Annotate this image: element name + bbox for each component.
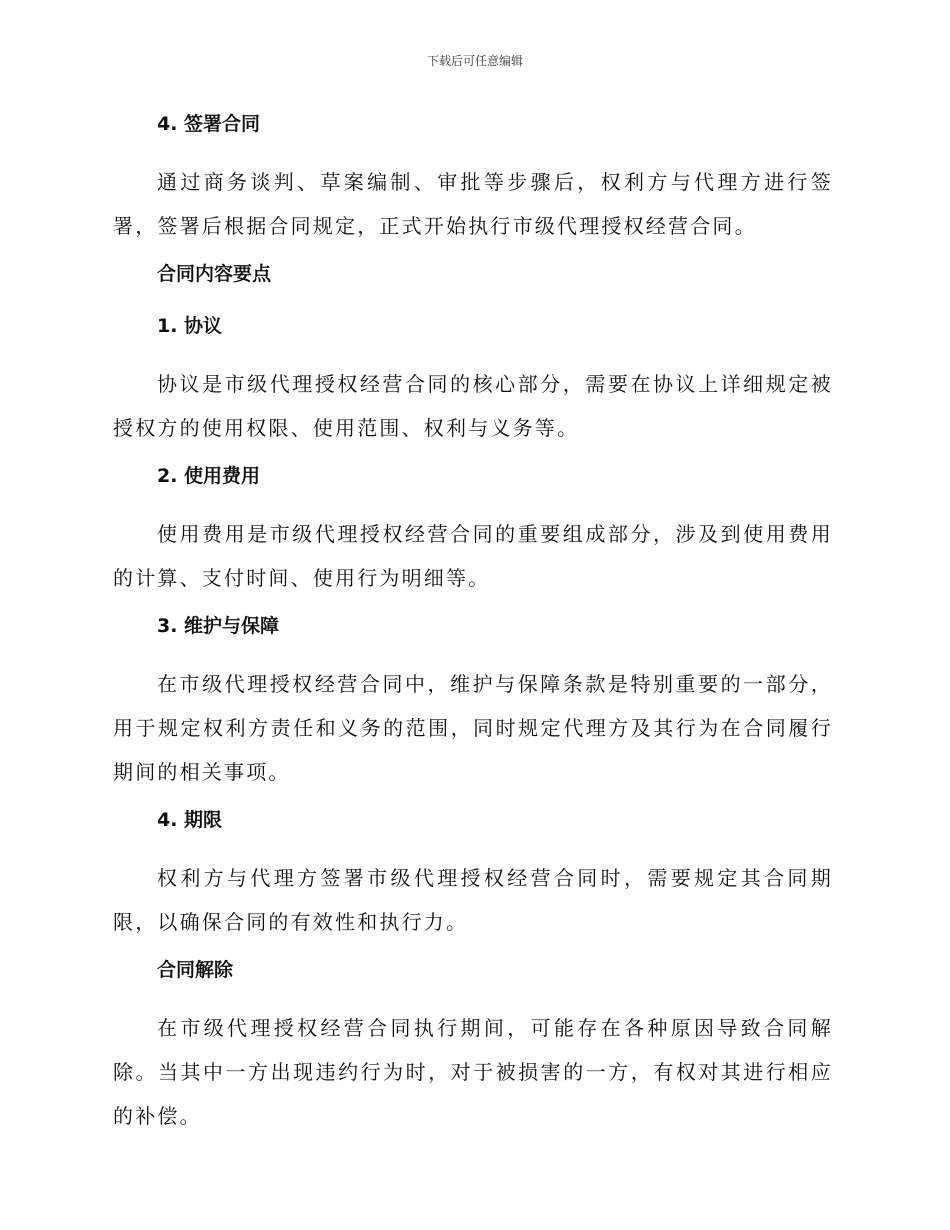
section-heading-contract-points: 合同内容要点	[157, 263, 272, 285]
paragraph-termination: 在市级代理授权经营合同执行期间，可能存在各种原因导致合同解除。当其中一方出现违约行为时，对于被损害的一方，有权对其进行相应的补偿。	[113, 1016, 833, 1128]
section-heading-sign-contract: 4. 签署合同	[157, 113, 261, 135]
section-heading-usage-fee: 2. 使用费用	[157, 465, 261, 487]
page-header: 下载后可任意编辑	[426, 54, 523, 68]
document-body	[113, 108, 833, 1148]
paragraph-sign-contract: 通过商务谈判、草案编制、审批等步骤后，权利方与代理方进行签署，签署后根据合同规定，正式开始执行市级代理授权经营合同。	[113, 170, 833, 238]
section-heading-agreement: 1. 协议	[157, 315, 223, 337]
paragraph-term: 权利方与代理方签署市级代理授权经营合同时，需要规定其合同期限，以确保合同的有效性和执行力。	[113, 866, 833, 934]
section-heading-term: 4. 期限	[157, 809, 223, 831]
paragraph-usage-fee: 使用费用是市级代理授权经营合同的重要组成部分，涉及到使用费用的计算、支付时间、使用行为明细等。	[113, 522, 833, 590]
section-heading-termination: 合同解除	[157, 959, 234, 981]
paragraph-agreement: 协议是市级代理授权经营合同的核心部分，需要在协议上详细规定被授权方的使用权限、使用范围、权利与义务等。	[113, 372, 833, 440]
section-heading-maintenance: 3. 维护与保障	[157, 615, 280, 637]
paragraph-maintenance: 在市级代理授权经营合同中，维护与保障条款是特别重要的一部分，用于规定权利方责任和义务的范围，同时规定代理方及其行为在合同履行期间的相关事项。	[113, 672, 833, 784]
